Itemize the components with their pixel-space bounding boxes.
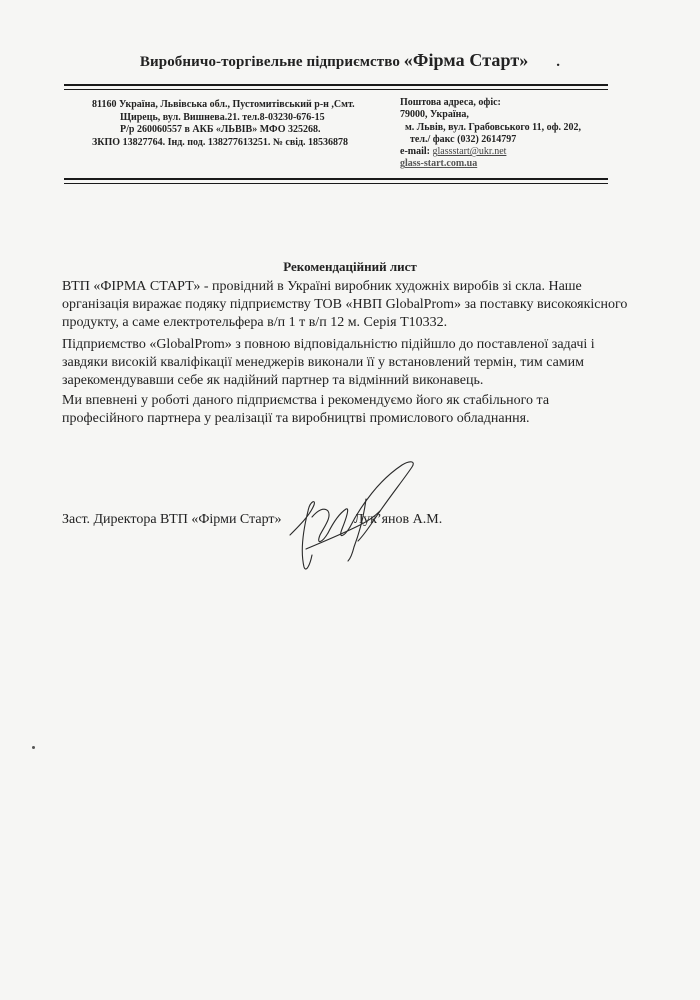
header-bottom-rule-thick xyxy=(64,178,608,180)
signatory-name: Лук’янов А.М. xyxy=(354,512,443,527)
company-name: «Фірма Старт» xyxy=(403,50,529,70)
scan-speck xyxy=(32,746,35,749)
legal-address-block xyxy=(92,99,392,149)
letter-paragraph: Ми впевнені у роботі даного підприємства і рекомендуємо його як стабільного та професійного партнера у реалізації та виробництві промислового обладнання. xyxy=(62,393,550,426)
legal-address-line: Щирець, вул. Вишнева.21. тел.8-03230-676-15 xyxy=(120,111,325,123)
postal-address-block xyxy=(400,97,610,171)
postal-phone: тел./ факс (032) 2614797 xyxy=(410,133,517,145)
postal-street: м. Львів, вул. Грабовського 11, оф. 202, xyxy=(405,121,582,133)
legal-address-line: 81160 Україна, Львівська обл., Пустомитівський р-н ,Смт. xyxy=(92,99,355,110)
handwritten-signature xyxy=(280,455,443,580)
letter-paragraph: ВТП «ФІРМА СТАРТ» - провідний в Україні виробник художніх виробів зі скла. Наше організація виражає подяку підприємству ТОВ «НВП GlobalProm» за поставку високоякісного продукту, а саме електротельфера в/п 1 т в/п 12 м. Серія Т10332. xyxy=(62,279,628,330)
header-bottom-rule-thin xyxy=(64,183,608,184)
website-link[interactable]: glass-start.com.ua xyxy=(400,158,478,170)
header-rule-thick xyxy=(64,84,608,86)
email-link[interactable]: glassstart@ukr.net xyxy=(432,146,507,158)
email-label: e-mail: xyxy=(400,146,430,158)
letterhead-title xyxy=(0,50,700,71)
header-rule-thin xyxy=(64,89,608,90)
letter-paragraph: Підприємство «GlobalProm» з повною відповідальністю підійшло до поставленої задачі і завдяки високій кваліфікації менеджерів виконали її у встановлений термін, тим самим зарекомендувавши себе як надійний партнер та відмінний виконавець. xyxy=(62,337,595,388)
letter-title: Рекомендаційний лист xyxy=(283,259,417,274)
postal-zip: 79000, Україна, xyxy=(400,109,469,121)
company-prefix: Виробничо-торгівельне підприємство xyxy=(139,54,400,70)
signatory-position: Заст. Директора ВТП «Фірми Старт» xyxy=(62,512,282,527)
bank-details-line: Р/р 260060557 в АКБ «ЛЬВІВ» МФО 325268. xyxy=(120,124,321,135)
title-dot: . xyxy=(556,54,561,70)
email-line xyxy=(400,146,610,158)
postal-label: Поштова адреса, офіс: xyxy=(400,97,501,108)
registration-line: ЗКПО 13827764. Інд. под. 138277613251. № свід. 18536878 xyxy=(92,136,349,148)
